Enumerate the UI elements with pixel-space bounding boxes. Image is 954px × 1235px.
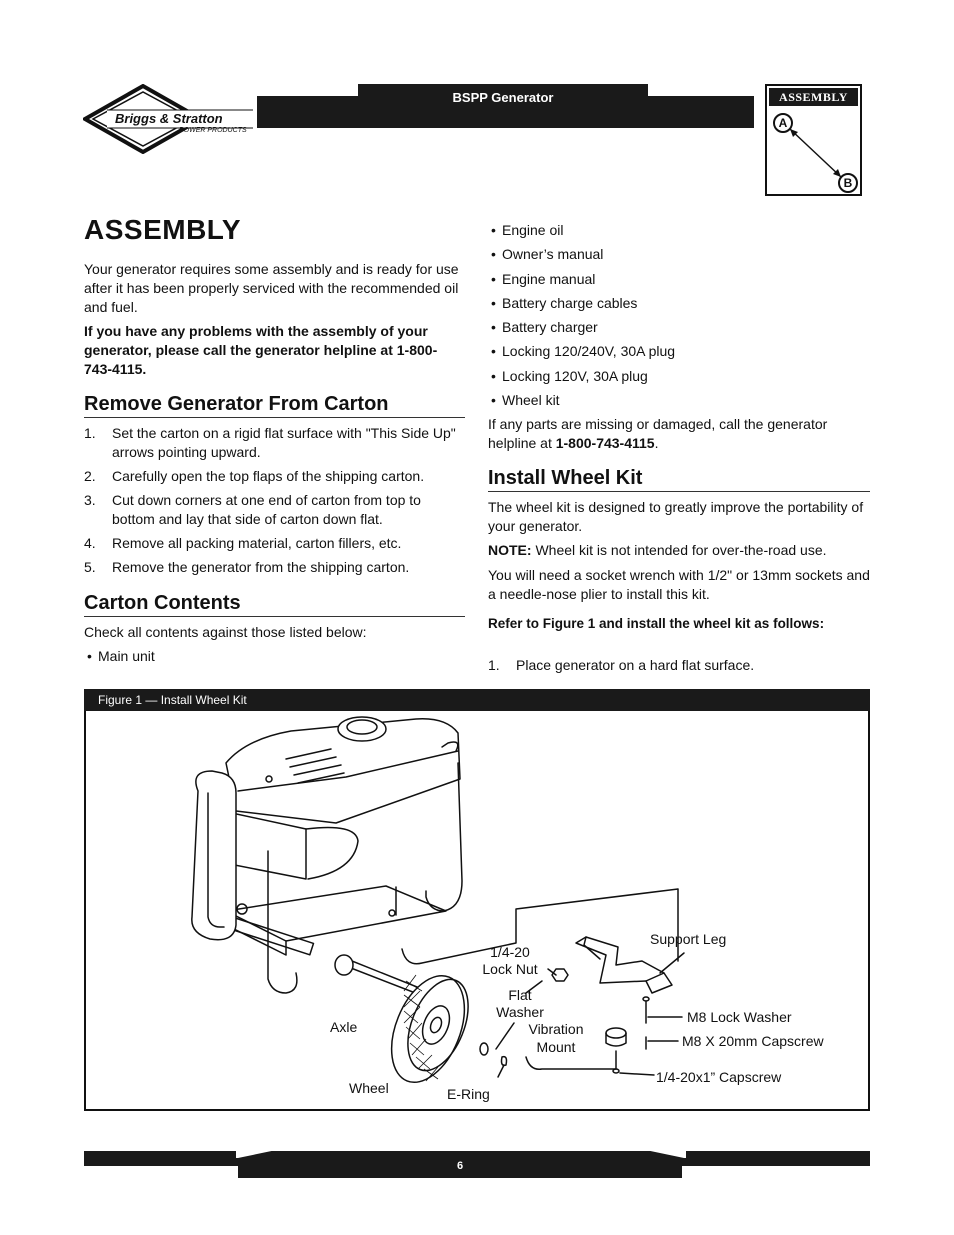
list-item: 3. Cut down corners at one end of carton from top to bottom and lay that side of carton down flat. — [84, 492, 421, 527]
wheel-section-title: Install Wheel Kit — [488, 467, 870, 492]
label-support-leg: Support Leg — [650, 931, 727, 947]
list-item: • Battery charge cables — [488, 294, 868, 313]
label-wheel: Wheel — [349, 1080, 389, 1096]
page-title: ASSEMBLY — [84, 214, 242, 245]
header-bar-notch-left — [254, 112, 364, 132]
list-item: • Battery charger — [488, 318, 868, 337]
contents-section-title: Carton Contents — [84, 592, 465, 617]
header-bar-notch-right — [640, 112, 760, 132]
list-item: • Wheel kit — [488, 391, 868, 410]
label-lock-nut-size: 1/4-20 — [490, 944, 530, 960]
figure-caption: Figure 1 — Install Wheel Kit — [84, 689, 870, 711]
badge-point-b: B — [843, 176, 853, 190]
intro-text: Your generator requires some assembly and is ready for use after it has been properly serviced with the recommended oil and fuel. — [84, 261, 459, 315]
label-mount: Mount — [536, 1039, 576, 1055]
brand-name: Briggs & Stratton — [115, 111, 223, 126]
list-item: • Locking 120/240V, 30A plug — [488, 342, 868, 361]
remove-section-title: Remove Generator From Carton — [84, 393, 465, 418]
label-lock-nut: Lock Nut — [482, 961, 538, 977]
helpline-note: If you have any problems with the assembly of your generator, please call the generator helpline at 1-800-743-4115. — [84, 323, 438, 377]
assembly-badge — [765, 84, 862, 196]
list-item: 1. Set the carton on a rigid flat surface with "This Side Up" arrows pointing upward. — [84, 425, 456, 460]
list-item: • Engine manual — [488, 270, 868, 289]
list-item: 5. Remove the generator from the shipping carton. — [84, 559, 410, 575]
wheel-steps-list — [488, 656, 870, 680]
label-flat: Flat — [508, 987, 532, 1003]
wheel-refer: Refer to Figure 1 and install the wheel kit as follows: — [488, 616, 825, 631]
label-washer: Washer — [496, 1004, 544, 1020]
list-item: • Engine oil — [488, 221, 868, 240]
page-number: 6 — [238, 1158, 682, 1178]
contents-intro: Check all contents against those listed below: — [84, 624, 367, 640]
label-m8-lock-washer: M8 Lock Washer — [687, 1009, 792, 1025]
label-axle: Axle — [330, 1019, 358, 1035]
briggs-stratton-logo — [83, 84, 255, 154]
wheel-note: NOTE: Wheel kit is not intended for over-the-road use. — [488, 542, 827, 558]
doc-title: BSPP Generator — [358, 84, 648, 112]
list-item: 2. Carefully open the top flaps of the shipping carton. — [84, 468, 425, 484]
list-item: • Owner’s manual — [488, 245, 868, 264]
contents-list-left — [84, 647, 464, 671]
wheel-desc: The wheel kit is designed to greatly improve the portability of your generator. — [488, 499, 864, 534]
assembly-badge-label: ASSEMBLY — [769, 88, 858, 106]
missing-parts-note: If any parts are missing or damaged, call the generator helpline at 1-800-743-4115. — [488, 416, 828, 451]
label-1420-capscrew: 1/4-20x1” Capscrew — [656, 1069, 782, 1085]
list-item: 1. Place generator on a hard flat surface. — [488, 657, 755, 673]
contents-list-right — [488, 221, 868, 415]
brand-sub: POWER PRODUCTS — [179, 127, 247, 134]
list-item: • Main unit — [84, 647, 464, 666]
remove-steps-list — [84, 424, 464, 582]
label-vibration: Vibration — [528, 1021, 584, 1037]
label-e-ring: E-Ring — [447, 1086, 490, 1102]
wheel-tools: You will need a socket wrench with 1/2" or 13mm sockets and a needle-nose plier to install this kit. — [488, 567, 870, 602]
label-m8-capscrew: M8 X 20mm Capscrew — [682, 1033, 824, 1049]
list-item: • Locking 120V, 30A plug — [488, 367, 868, 386]
badge-point-a: A — [778, 116, 788, 130]
list-item: 4. Remove all packing material, carton fillers, etc. — [84, 535, 402, 551]
